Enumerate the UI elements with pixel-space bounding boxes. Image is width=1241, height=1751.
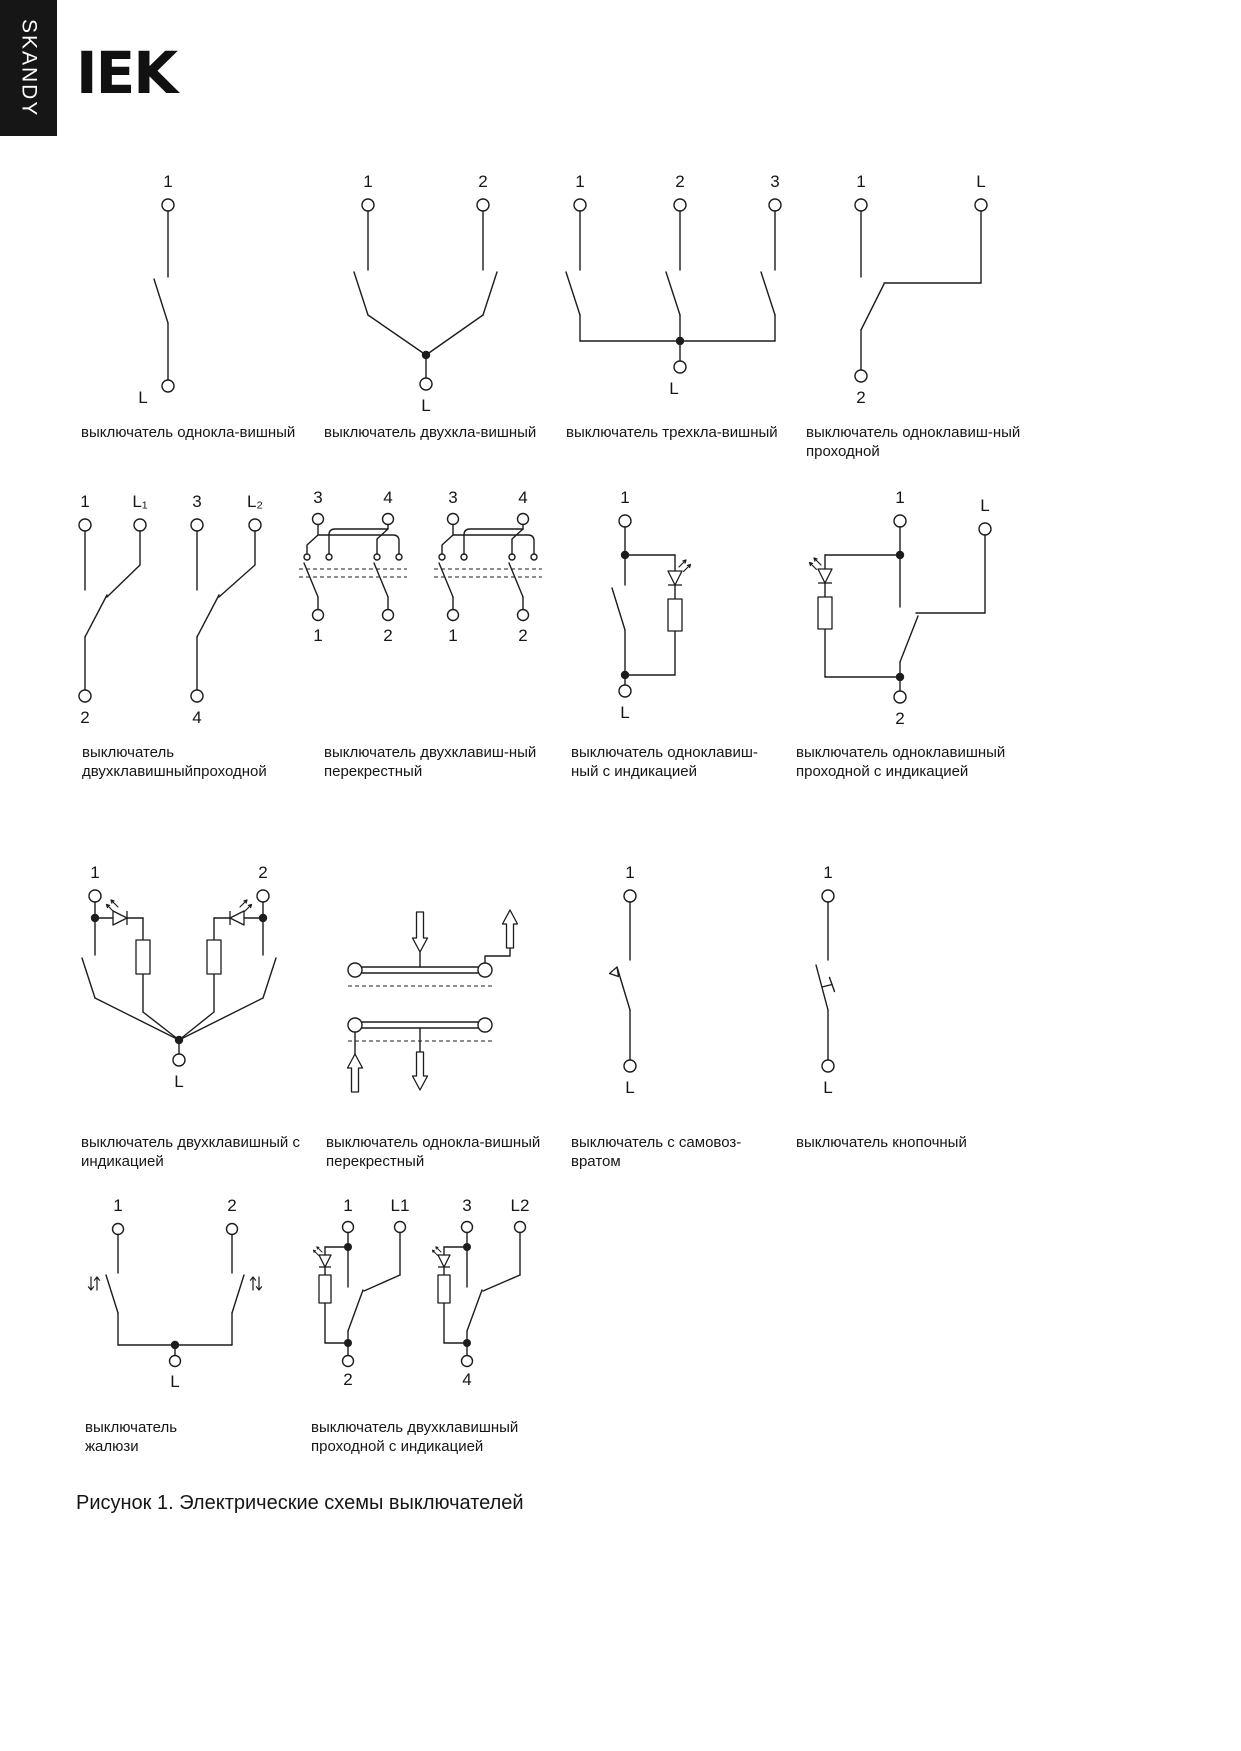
series-name: SKANDY (17, 18, 41, 118)
terminal (162, 199, 174, 211)
terminal-label: 2 (80, 708, 90, 727)
diagram-caption (67, 743, 307, 781)
terminal (624, 1060, 636, 1072)
terminal (624, 890, 636, 902)
contact (439, 554, 445, 560)
switch-blade (232, 1275, 244, 1313)
caption-line: выключатель двухклавишный (311, 1419, 519, 1436)
diagram-caption (565, 1133, 785, 1171)
terminal-label: 4 (462, 1370, 472, 1389)
circuit-single-with-indicator (565, 485, 785, 735)
terminal (448, 514, 459, 525)
terminal-label: L (823, 1078, 833, 1097)
terminal-label: 1 (823, 863, 833, 882)
terminal (518, 610, 529, 621)
led-emission-arrows-icon (432, 1247, 441, 1256)
led-emission-arrows-icon (240, 900, 252, 912)
led-emission-arrows-icon (810, 558, 822, 570)
caption-line: выключатель двухкла-вишный (324, 424, 537, 441)
junction-dot (91, 914, 99, 922)
diagram-blinds-switch (75, 1195, 305, 1456)
diagram-caption (305, 1418, 565, 1456)
junction-dot (175, 1036, 183, 1044)
diagram-caption (75, 1418, 305, 1456)
crossover-unit (299, 488, 407, 645)
terminal-label: 2 (856, 388, 866, 407)
contact (304, 554, 310, 560)
terminal-label: 1 (90, 863, 100, 882)
resistor (136, 940, 150, 974)
diagram-single-pass-through-switch (800, 165, 1040, 461)
terminal-label: 4 (383, 488, 393, 507)
terminal (113, 1224, 124, 1235)
wires (825, 527, 985, 691)
terminal (975, 199, 987, 211)
terminal-label: L (669, 379, 679, 398)
caption-line: выключатель с самовоз- (571, 1134, 742, 1151)
wires (118, 1235, 232, 1356)
caption-line: выключатель однокла-вишный (81, 424, 296, 441)
caption-line: ный с индикацией (571, 763, 697, 780)
resistor (319, 1275, 331, 1303)
terminal (383, 514, 394, 525)
wires (85, 531, 255, 690)
switch-blade (374, 563, 388, 597)
diagram-single-crossover-switch (320, 860, 560, 1171)
terminal-label: 1 (448, 626, 458, 645)
terminal-label: 2 (895, 709, 905, 728)
terminal (448, 610, 459, 621)
led-indicator (313, 1247, 331, 1267)
switch-blade (348, 1290, 363, 1331)
terminal (227, 1224, 238, 1235)
terminal (362, 199, 374, 211)
terminal (478, 1018, 492, 1032)
terminal-label: 3 (448, 488, 458, 507)
terminal-label: L (174, 1072, 184, 1091)
contact (461, 554, 467, 560)
diagram-caption (75, 423, 315, 442)
iek-logo: IEK (76, 39, 177, 107)
caption-line: выключатель кнопочный (796, 1134, 967, 1151)
led-indicator (432, 1247, 450, 1267)
caption-line: двухклавишныйпроходной (82, 763, 267, 780)
circuit-double-crossover (288, 485, 548, 735)
led-emission-arrows-icon (107, 900, 119, 912)
led-emission-arrows-icon (679, 560, 691, 572)
direction-arrow-up-icon (348, 1054, 363, 1092)
terminal-label: L (421, 396, 431, 415)
led-emission-arrows-icon (313, 1247, 322, 1256)
terminal-label: 1 (80, 492, 90, 511)
terminal-label: 3 (770, 172, 780, 191)
terminal (173, 1054, 185, 1066)
diagram-triple-switch (560, 165, 795, 442)
diagram-single-switch-with-indicator (565, 485, 785, 781)
circuit-double-switch (318, 165, 558, 415)
terminal (162, 380, 174, 392)
terminal (979, 523, 991, 535)
terminal (79, 519, 91, 531)
wires (861, 211, 981, 370)
terminal-label: 2 (227, 1196, 237, 1215)
switch-blade (483, 272, 497, 315)
diagram-double-switch (318, 165, 558, 442)
switch-blade (566, 272, 580, 315)
switch-blade (612, 588, 625, 630)
diagram-double-crossover-switch (288, 485, 548, 781)
switch-blade (304, 563, 318, 597)
terminal (79, 690, 91, 702)
terminal (89, 890, 101, 902)
terminal (343, 1356, 354, 1367)
circuit-single-pass-through (800, 165, 1040, 415)
terminal (894, 515, 906, 527)
terminal (191, 519, 203, 531)
diagram-single-switch (75, 165, 315, 442)
terminal-label: L₂ (246, 492, 264, 511)
junction-dot (463, 1339, 471, 1347)
terminal-label: 1 (625, 863, 635, 882)
diagram-caption (288, 743, 548, 781)
terminal-label: 2 (518, 626, 528, 645)
caption-line: выключатель (82, 744, 175, 761)
switch-blade (666, 272, 680, 315)
terminal-label: L (625, 1078, 635, 1097)
circuit-blinds (75, 1195, 305, 1410)
contact (531, 554, 537, 560)
junction-dot (259, 914, 267, 922)
caption-line: выключатель одноклавиш-ный (806, 424, 1021, 441)
terminal (769, 199, 781, 211)
junction-dot (621, 551, 629, 559)
diagram-double-pass-through-with-indicator (305, 1195, 565, 1456)
caption-line: жалюзи (85, 1438, 139, 1455)
junction-dot (344, 1243, 352, 1251)
terminal (855, 370, 867, 382)
direction-arrow-down-icon (413, 1052, 428, 1090)
switch-blade (467, 1290, 482, 1331)
terminal (855, 199, 867, 211)
diagram-single-pass-through-with-indicator (790, 485, 1020, 781)
terminal-label: 4 (192, 708, 202, 727)
wires (442, 525, 534, 610)
terminal (515, 1222, 526, 1233)
switch-blade (197, 595, 219, 637)
diagram-caption (790, 1133, 1020, 1152)
caption-line: выключатель одноклавиш- (571, 744, 758, 761)
junction-dot (422, 351, 430, 359)
terminal-label: L (980, 496, 990, 515)
led-indicator (230, 900, 252, 925)
terminal-label: 3 (462, 1196, 472, 1215)
direction-arrow-down-icon (413, 912, 428, 952)
terminal-label: L (138, 388, 148, 407)
switch-blade (85, 595, 107, 637)
contact (509, 554, 515, 560)
self-return-mark (610, 967, 619, 977)
junction-dot (621, 671, 629, 679)
terminal (478, 963, 492, 977)
led-indicator (810, 558, 833, 583)
diagram-caption (560, 423, 795, 442)
switch-blade (82, 958, 95, 998)
switch-blade (154, 279, 168, 323)
switch-blade (106, 1275, 118, 1313)
terminal (383, 610, 394, 621)
diagram-caption (75, 1133, 315, 1171)
terminal-label: 1 (363, 172, 373, 191)
circuit-triple-switch (560, 165, 795, 415)
terminal-label: L (620, 703, 630, 722)
junction-dot (344, 1339, 352, 1347)
caption-line: выключатель одноклавишный (796, 744, 1006, 761)
circuit-single-switch (75, 165, 315, 415)
switch-blade (900, 616, 918, 662)
terminal (574, 199, 586, 211)
terminal (822, 890, 834, 902)
terminal (170, 1356, 181, 1367)
terminal (348, 963, 362, 977)
diagram-push-button-switch (790, 860, 1020, 1152)
caption-line: проходной (806, 443, 880, 460)
terminal-label: 3 (313, 488, 323, 507)
switch-blade (263, 958, 276, 998)
diagram-double-pass-through-switch (67, 485, 307, 781)
led-indicator (668, 560, 691, 585)
up-down-arrows-icon (88, 1277, 99, 1290)
circuit-push-button (790, 860, 1020, 1125)
terminal (134, 519, 146, 531)
terminal-label: 2 (383, 626, 393, 645)
caption-line: вратом (571, 1153, 621, 1170)
switch-blade (439, 563, 453, 597)
series-banner (0, 0, 57, 136)
terminal-label: L2 (510, 1196, 530, 1215)
terminal (619, 515, 631, 527)
terminal-label: 2 (343, 1370, 353, 1389)
contact (326, 554, 332, 560)
junction-dot (676, 337, 684, 345)
circuit-momentary (565, 860, 785, 1125)
contact (374, 554, 380, 560)
terminal (674, 361, 686, 373)
caption-line: индикацией (81, 1153, 164, 1170)
resistor (668, 599, 682, 631)
caption-line: перекрестный (324, 763, 423, 780)
terminal (462, 1356, 473, 1367)
crossover-unit (434, 488, 542, 645)
wires (325, 1233, 520, 1356)
terminal-label: 2 (675, 172, 685, 191)
terminal (894, 691, 906, 703)
terminal (477, 199, 489, 211)
terminal-label: 2 (258, 863, 268, 882)
terminal (462, 1222, 473, 1233)
caption-line: выключатель трехкла-вишный (566, 424, 778, 441)
terminal (395, 1222, 406, 1233)
diagram-caption (320, 1133, 560, 1171)
resistor (438, 1275, 450, 1303)
terminal-label: 1 (856, 172, 866, 191)
terminal-label: L (976, 172, 986, 191)
wires (307, 525, 399, 610)
up-down-arrows-icon (250, 1277, 261, 1290)
circuit-double-with-indicator (75, 860, 315, 1125)
terminal (518, 514, 529, 525)
terminal-label: 4 (518, 488, 528, 507)
terminal (249, 519, 261, 531)
terminal-label: 1 (895, 488, 905, 507)
terminal-label: 1 (620, 488, 630, 507)
switch-blade (509, 563, 523, 597)
diagram-caption (565, 743, 785, 781)
terminal-label: L (170, 1372, 180, 1391)
terminal (313, 610, 324, 621)
circuit-double-pass-through (67, 485, 307, 735)
circuit-pass-through-with-indicator (790, 485, 1020, 735)
diagram-momentary-switch (565, 860, 785, 1171)
terminal (420, 378, 432, 390)
switch-blade (354, 272, 368, 315)
terminal (313, 514, 324, 525)
terminal-label: 3 (192, 492, 202, 511)
caption-line: выключатель двухклавишный с (81, 1134, 300, 1151)
diagram-double-switch-with-indicator (75, 860, 315, 1171)
diagram-caption (790, 743, 1020, 781)
junction-dot (896, 673, 904, 681)
caption-line: проходной с индикацией (796, 763, 969, 780)
terminal-label: 2 (478, 172, 488, 191)
caption-line: выключатель (85, 1419, 178, 1436)
direction-arrow-up-icon (503, 910, 518, 948)
circuit-single-crossover (320, 860, 560, 1125)
figure-caption: Рисунок 1. Электрические схемы выключателей (76, 1492, 524, 1514)
terminal (674, 199, 686, 211)
switch-blade (761, 272, 775, 315)
resistor (207, 940, 221, 974)
diagram-caption (318, 423, 558, 442)
contact (396, 554, 402, 560)
terminal (257, 890, 269, 902)
caption-line: выключатель двухклавиш-ный (324, 744, 537, 761)
terminal-label: L₁ (132, 492, 148, 511)
terminal (822, 1060, 834, 1072)
caption-line: перекрестный (326, 1153, 425, 1170)
terminal-label: 1 (343, 1196, 353, 1215)
terminal (343, 1222, 354, 1233)
junction-dot (463, 1243, 471, 1251)
resistor (818, 597, 832, 629)
junction-dot (171, 1341, 179, 1349)
terminal-label: 1 (113, 1196, 123, 1215)
push-button-actuator (822, 978, 835, 992)
circuit-double-pass-through-indicator (305, 1195, 565, 1410)
caption-line: проходной с индикацией (311, 1438, 484, 1455)
terminal-label: 1 (575, 172, 585, 191)
terminal (348, 1018, 362, 1032)
switch-blade (861, 284, 884, 330)
terminal-label: L1 (390, 1196, 410, 1215)
caption-line: выключатель однокла-вишный (326, 1134, 541, 1151)
terminal (619, 685, 631, 697)
terminal (191, 690, 203, 702)
junction-dot (896, 551, 904, 559)
wires (95, 902, 263, 1054)
diagram-caption (800, 423, 1040, 461)
terminal-label: 1 (313, 626, 323, 645)
terminal-label: 1 (163, 172, 173, 191)
led-indicator (107, 900, 128, 925)
switch-blade (617, 967, 630, 1010)
